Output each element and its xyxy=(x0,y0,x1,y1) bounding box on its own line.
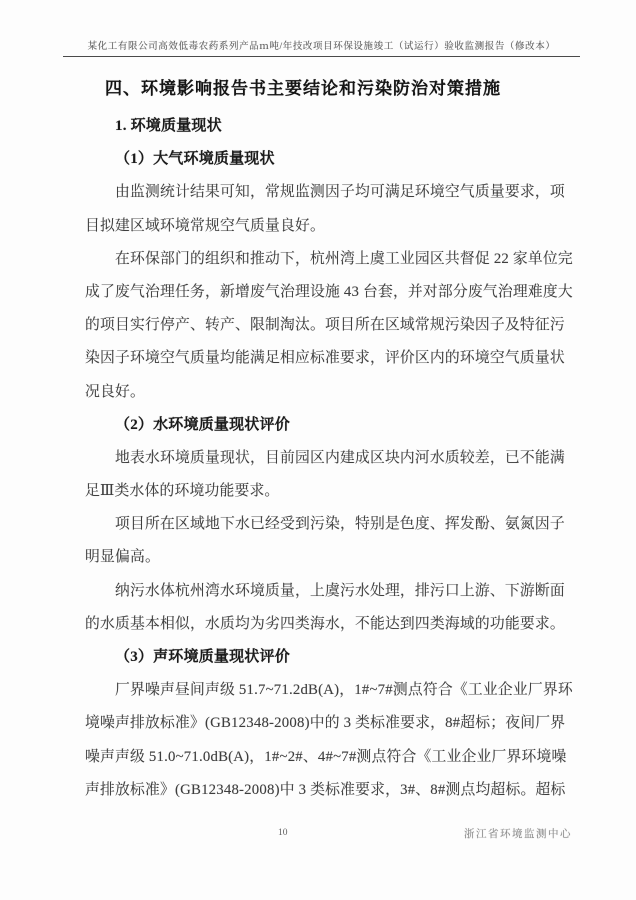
paragraph-line: 在环保部门的组织和推动下，杭州湾上虞工业园区共督促 22 家单位完 xyxy=(85,250,573,267)
subsection-heading: （2）水环境质量现状评价 xyxy=(115,416,290,433)
paragraph-line: 项目所在区域地下水已经受到污染，特别是色度、挥发酚、氨氮因子 xyxy=(85,516,565,533)
paragraph-line: 成了废气治理任务，新增废气治理设施 43 台套，并对部分废气治理难度大 xyxy=(85,283,573,300)
paragraph-line: 噪声声级 51.0~71.0dB(A)，1#~2#、4#~7#测点符合《工业企业厂界环境噪 xyxy=(85,748,567,765)
paragraph-line: 境噪声排放标准》(GB12348-2008)中的 3 类标准要求，8#超标；夜间厂界 xyxy=(85,715,566,732)
running-header-title: 某化工有限公司高效低毒农药系列产品ｍ吨/年技改项目环保设施竣工（试运行）验收监测报告（修改本） xyxy=(87,42,556,52)
paragraph-line: 地表水环境质量现状，目前园区内建成区块内河水质较差，已不能满 xyxy=(85,449,565,466)
paragraph-line: 的水质基本相似，水质均为劣四类海水，不能达到四类海域的功能要求。 xyxy=(85,615,565,632)
paragraph-line: 由监测统计结果可知，常规监测因子均可满足环境空气质量要求，项 xyxy=(85,184,565,201)
paragraph-line: 声排放标准》(GB12348-2008)中 3 类标准要求，3#、8#测点均超标。超标 xyxy=(85,781,566,798)
page-number: 10 xyxy=(278,828,288,838)
subsection-heading: （3）声环境质量现状评价 xyxy=(115,649,290,665)
paragraph-line: 明显偏高。 xyxy=(85,549,160,566)
paragraph-line: 的项目实行停产、转产、限制淘汰。项目所在区域常规污染因子及特征污 xyxy=(85,317,565,334)
paragraph-line: 况良好。 xyxy=(85,383,145,400)
page-title: 四、环境影响报告书主要结论和污染防治对策措施 xyxy=(105,79,501,98)
paragraph-line: 纳污水体杭州湾水环境质量，上虞污水处理，排污口上游、下游断面 xyxy=(85,582,565,599)
header-rule-divider xyxy=(63,56,580,57)
paragraph-line: 染因子环境空气质量均能满足相应标准要求，评价区内的环境空气质量状 xyxy=(85,350,565,367)
paragraph-line: 厂界噪声昼间声级 51.7~71.2dB(A)，1#~7#测点符合《工业企业厂界环 xyxy=(85,682,573,699)
paragraph-line: 足Ⅲ类水体的环境功能要求。 xyxy=(85,483,280,500)
subsection-heading: （1）大气环境质量现状 xyxy=(115,151,275,168)
section-heading: 1. 环境质量现状 xyxy=(115,118,222,134)
paragraph-line: 目拟建区域环境常规空气质量良好。 xyxy=(85,217,325,234)
body-text-column xyxy=(85,110,573,807)
footer-agency-name: 浙江省环境监测中心 xyxy=(464,829,572,840)
